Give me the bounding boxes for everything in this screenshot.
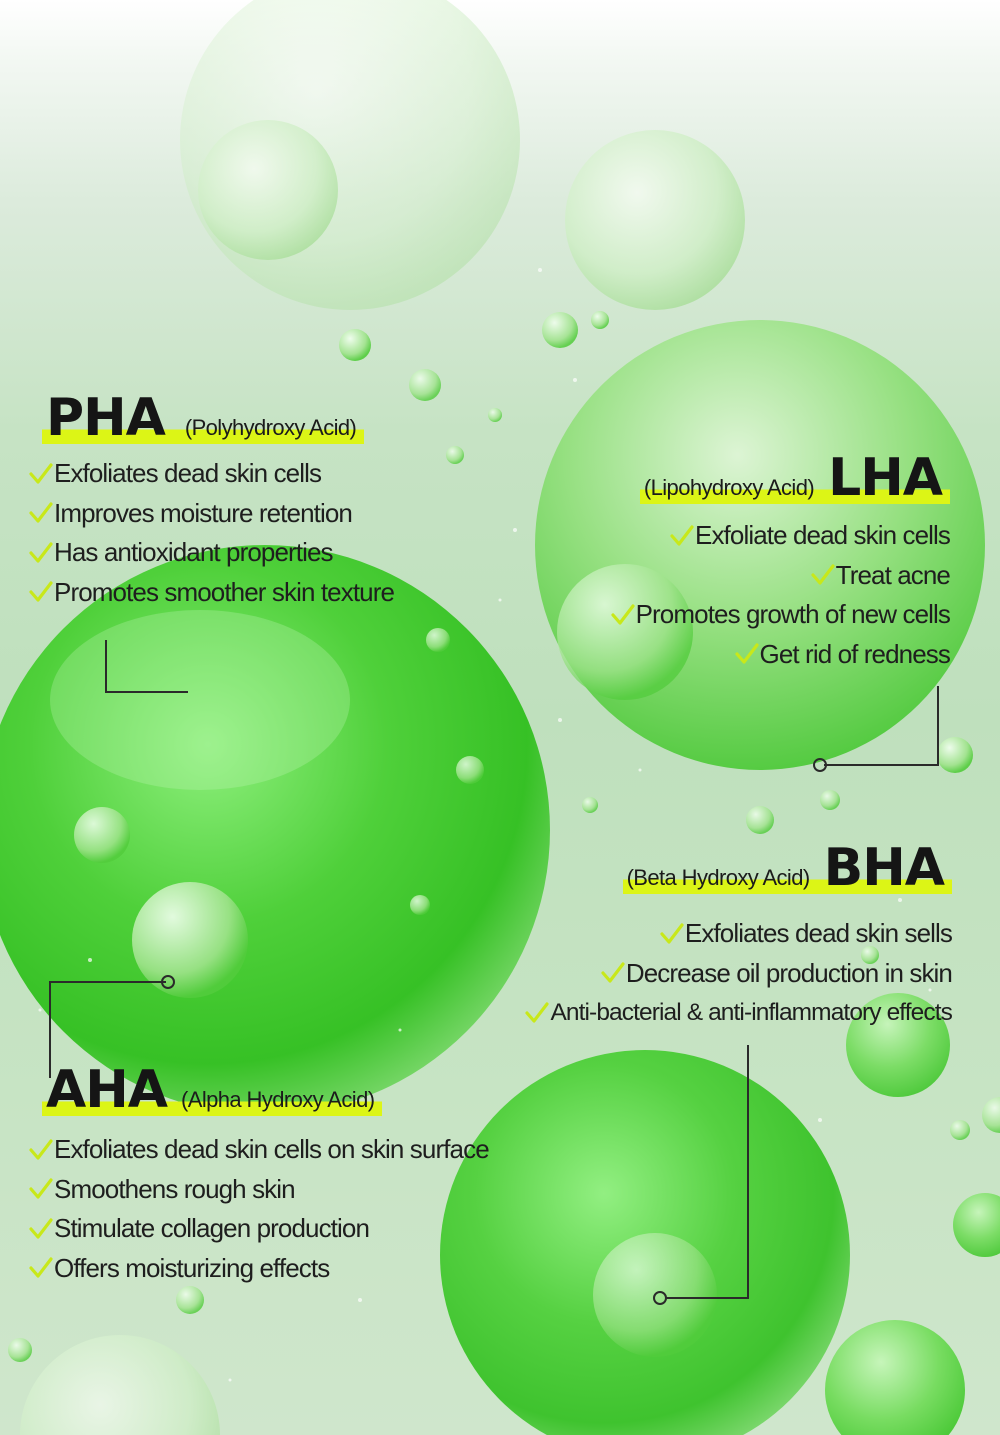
check-icon	[28, 461, 54, 487]
list-item	[524, 993, 952, 1033]
list-item-text: Smoothens rough skin	[54, 1173, 295, 1204]
list-item	[28, 1209, 489, 1249]
list-item-text: Exfoliate dead skin cells	[695, 520, 950, 550]
check-icon	[28, 1176, 54, 1202]
aha-full-name: (Alpha Hydroxy Acid)	[181, 1087, 375, 1112]
list-item	[28, 1249, 489, 1289]
lha-acronym: LHA	[828, 448, 942, 508]
check-icon	[28, 540, 54, 566]
pha-section	[28, 388, 395, 612]
pha-benefit-list	[28, 454, 394, 612]
list-item	[610, 635, 950, 675]
check-icon	[28, 1137, 54, 1163]
check-icon	[28, 1216, 54, 1242]
list-item	[610, 556, 950, 596]
lha-section	[610, 448, 950, 674]
bha-benefit-list	[524, 914, 952, 1033]
list-item-text: Offers moisturizing effects	[54, 1252, 330, 1283]
bha-acronym: BHA	[823, 838, 944, 898]
list-item-text: Get rid of redness	[759, 638, 950, 669]
list-item-text: Promotes growth of new cells	[635, 599, 950, 629]
aha-heading	[42, 1060, 489, 1120]
aha-section	[28, 1060, 489, 1288]
list-item	[524, 914, 952, 954]
check-icon	[610, 602, 636, 628]
check-icon	[669, 523, 695, 549]
lha-full-name: (Lipohydroxy Acid)	[643, 475, 815, 500]
list-item	[610, 516, 950, 556]
list-item-text: Treat acne	[835, 559, 950, 590]
bha-heading	[524, 838, 952, 898]
check-icon	[600, 960, 626, 986]
list-item-text: Exfoliates dead skin sells	[684, 918, 952, 948]
check-icon	[524, 1000, 550, 1026]
aha-benefit-list	[28, 1130, 489, 1288]
list-item-text: Exfoliates dead skin cells on skin surface	[54, 1134, 489, 1164]
list-item-text: Anti-bacterial & anti-inflammatory effects	[550, 999, 952, 1026]
check-icon	[28, 500, 54, 526]
list-item-text: Exfoliates dead skin cells	[54, 458, 322, 488]
lha-heading	[610, 448, 950, 508]
check-icon	[810, 562, 836, 588]
pha-acronym: PHA	[46, 388, 165, 448]
list-item-text: Promotes smoother skin texture	[54, 576, 395, 607]
list-item-text: Stimulate collagen production	[54, 1213, 369, 1243]
list-item-text: Has antioxidant properties	[54, 537, 333, 567]
list-item	[28, 454, 394, 494]
pha-full-name: (Polyhydroxy Acid)	[184, 415, 357, 440]
check-icon	[28, 1255, 54, 1281]
check-icon	[659, 921, 685, 947]
list-item	[28, 494, 394, 534]
list-item-text: Decrease oil production in skin	[625, 957, 952, 988]
pha-heading	[42, 388, 394, 448]
check-icon	[734, 641, 760, 667]
aha-acronym: AHA	[46, 1060, 168, 1120]
bha-section	[524, 838, 952, 1033]
list-item	[28, 573, 394, 613]
check-icon	[28, 579, 54, 605]
list-item	[28, 533, 394, 573]
list-item	[524, 954, 952, 994]
list-item	[610, 595, 950, 635]
list-item-text: Improves moisture retention	[54, 497, 352, 528]
lha-benefit-list	[610, 516, 950, 674]
list-item	[28, 1130, 489, 1170]
list-item	[28, 1170, 489, 1210]
bha-full-name: (Beta Hydroxy Acid)	[626, 865, 810, 890]
